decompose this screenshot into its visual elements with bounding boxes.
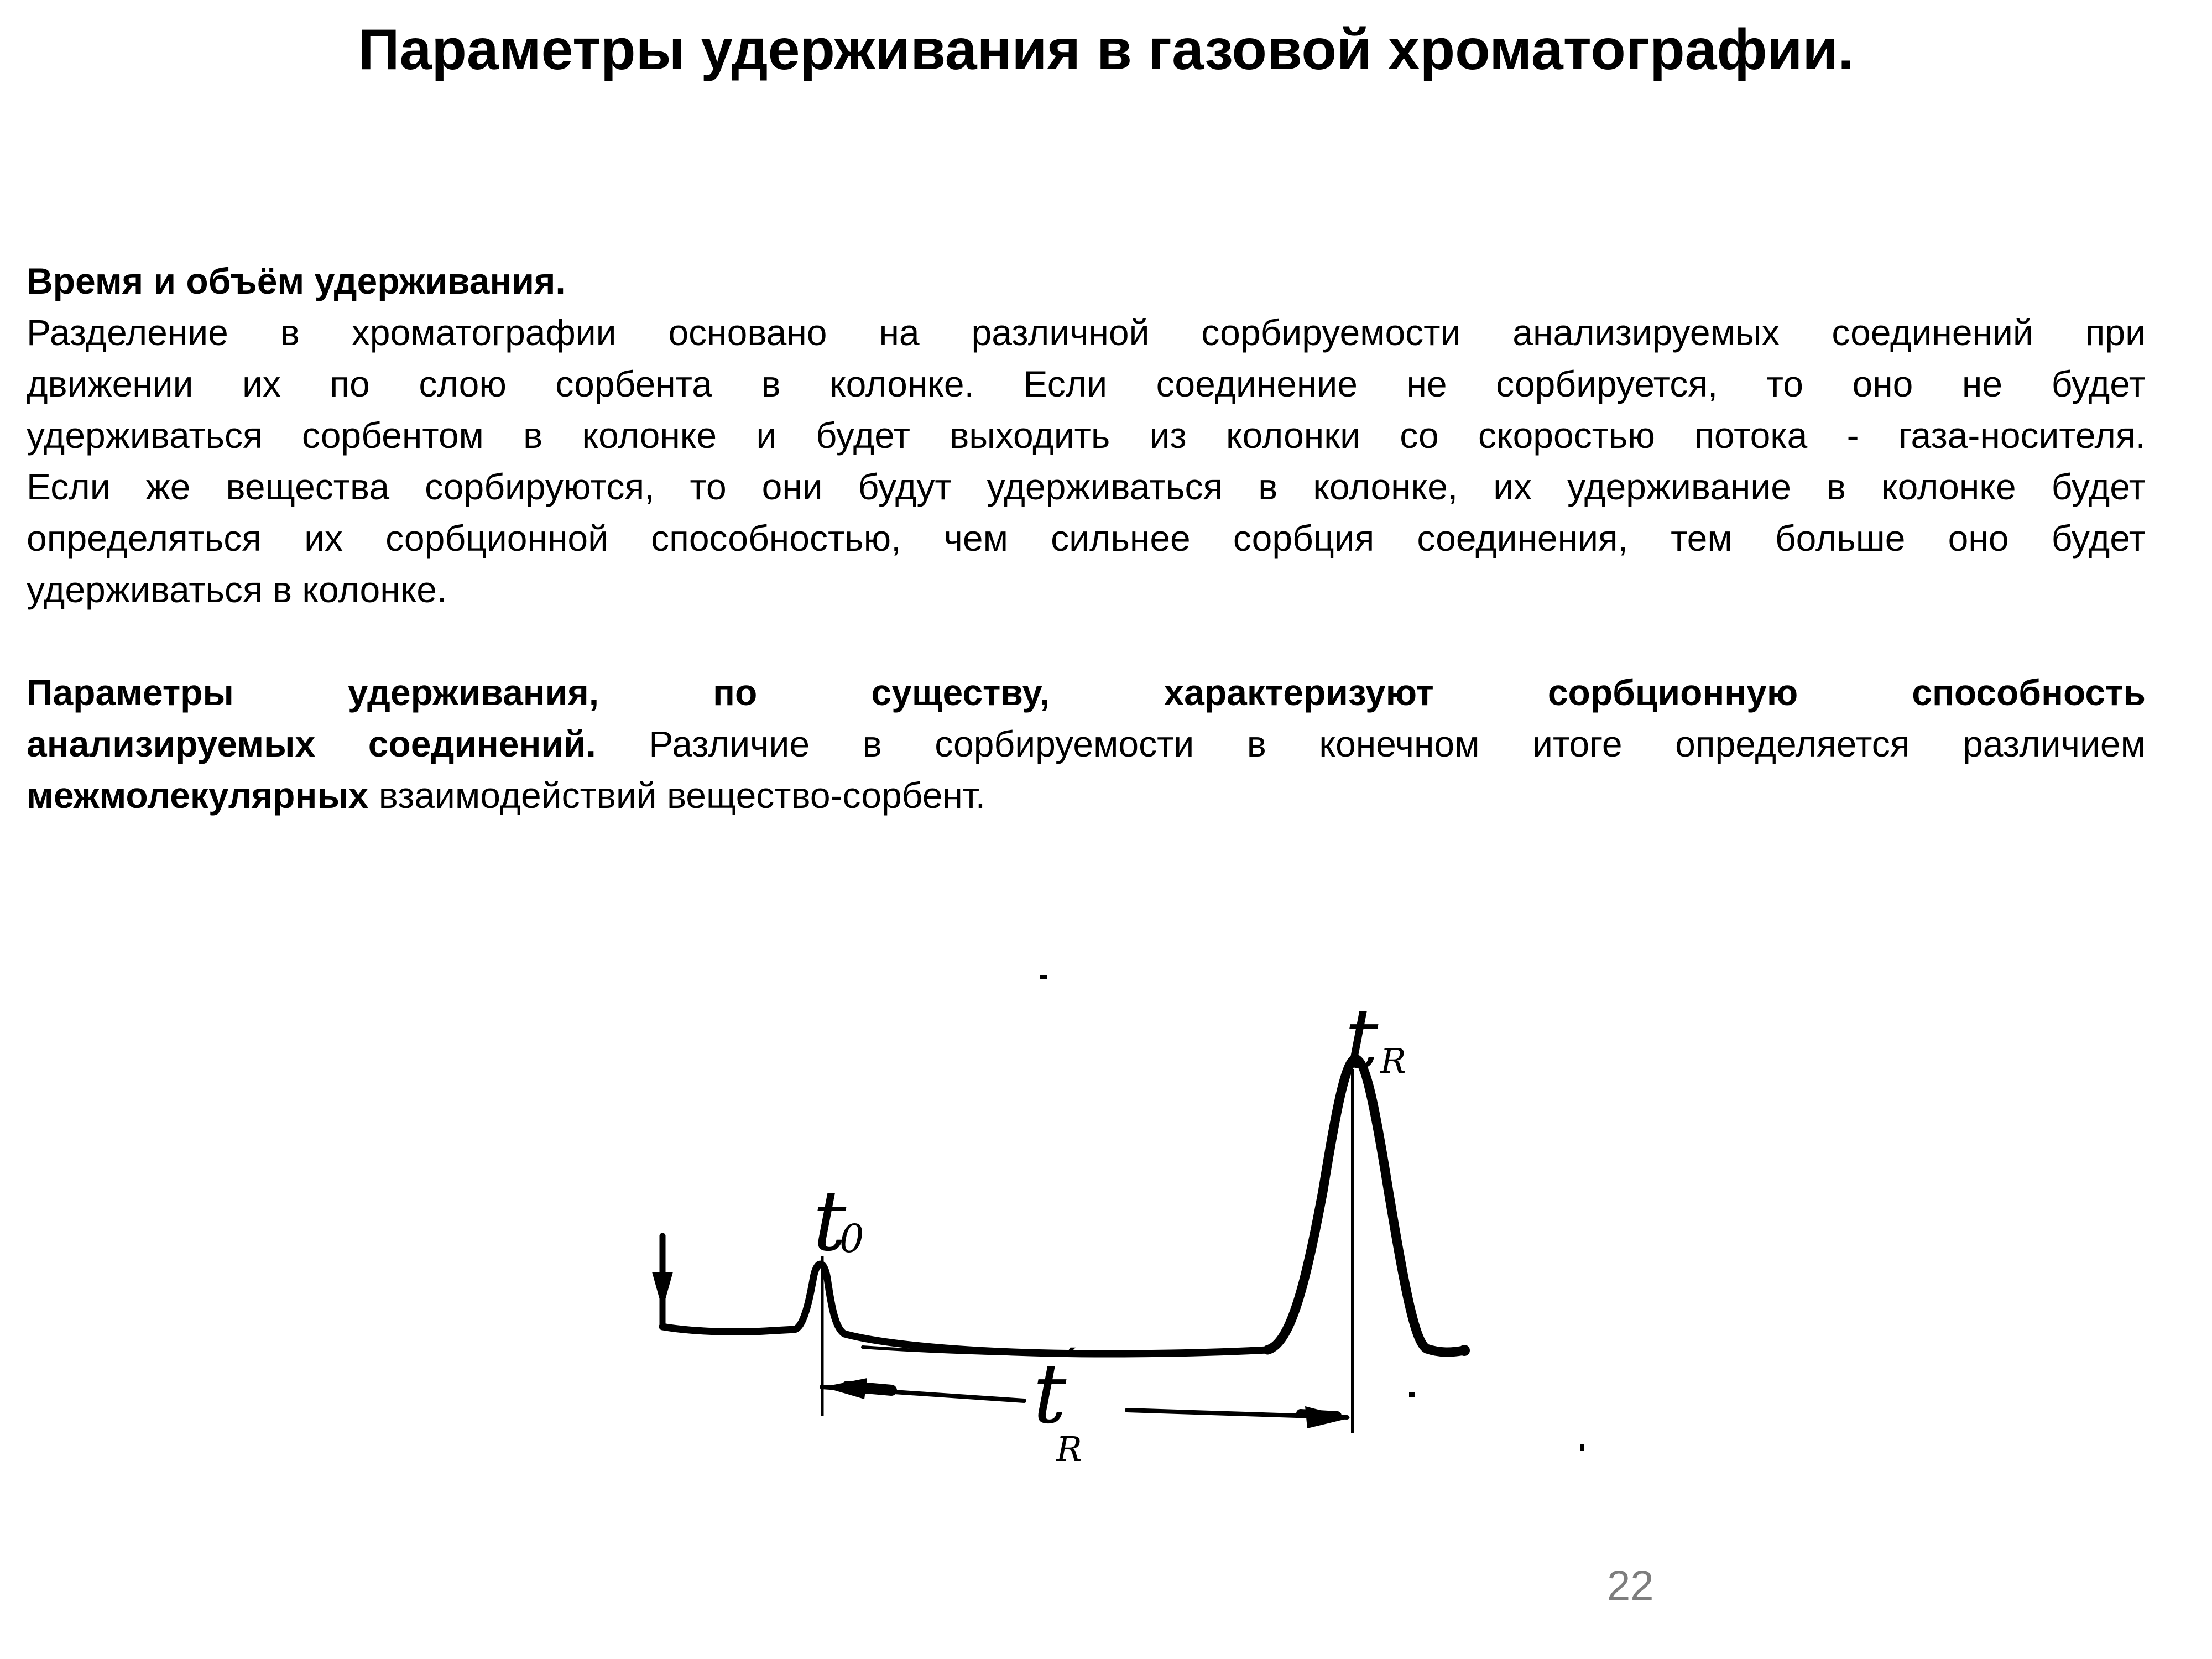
bold-text: анализируемых соединений.	[27, 723, 596, 764]
baseline-end-blob	[1459, 1345, 1470, 1356]
paragraph2-line-1	[27, 667, 2146, 718]
slide-title: Параметры удерживания в газовой хроматографии.	[358, 18, 1854, 82]
tR-label	[1345, 991, 1406, 1087]
svg-text:t: t	[813, 1173, 847, 1270]
tR-prime-label	[1033, 1338, 1082, 1469]
bold-text: межмолекулярных	[27, 775, 369, 816]
svg-text:t: t	[1033, 1346, 1067, 1442]
section-heading: Время и объём удерживания.	[27, 260, 566, 301]
paragraph1-line-3: удерживаться сорбентом в колонке и будет выходить из колонки со скоростью потока - газа-носителя.	[27, 415, 2146, 456]
regular-text: взаимодействий вещество-сорбент.	[368, 775, 986, 816]
regular-text: Различие в сорбируемости в конечном итоге определяется различием	[596, 723, 2146, 764]
t0-label	[813, 1173, 864, 1270]
injection-arrow	[652, 1236, 673, 1325]
paragraph1-line-5: определяться их сорбционной способностью, чем сильнее сорбция соединения, тем больше оно будет	[27, 518, 2146, 559]
baseline-and-t0-peak	[662, 1264, 1267, 1354]
paragraph1-line-6: удерживаться в колонке.	[27, 569, 447, 610]
page-number: 22	[1607, 1562, 1654, 1609]
paragraph1-line-2: движении их по слою сорбента в колонке. Если соединение не сорбируется, то оно не будет	[27, 363, 2146, 404]
paragraph1-line-1: Разделение в хроматографии основано на различной сорбируемости анализируемых соединений при	[27, 312, 2146, 353]
tR-peak-curve	[1267, 1059, 1464, 1352]
scan-speckle	[1409, 1392, 1415, 1397]
paragraph2-line-3	[27, 770, 2146, 821]
paragraph-spacer	[27, 615, 2146, 667]
text-block	[27, 255, 2146, 821]
bold-text: Параметры удерживания, по существу, характеризуют сорбционную способность	[27, 672, 2146, 713]
scan-speckle	[1040, 975, 1047, 979]
svg-text:R: R	[1056, 1429, 1082, 1469]
svg-text:0: 0	[839, 1216, 864, 1261]
paragraph1-line-4: Если же вещества сорбируются, то они будут удерживаться в колонке, их удерживание в колонке будет	[27, 466, 2146, 507]
svg-text:R: R	[1380, 1041, 1406, 1081]
scan-speckle	[1580, 1444, 1584, 1451]
svg-text:t: t	[1345, 991, 1379, 1087]
paragraph2-line-2	[27, 718, 2146, 770]
chromatogram-figure	[608, 940, 1604, 1493]
dimension-arrow-right	[1127, 1406, 1350, 1428]
dimension-arrow-left	[822, 1378, 1024, 1401]
svg-text:′: ′	[1064, 1338, 1076, 1399]
